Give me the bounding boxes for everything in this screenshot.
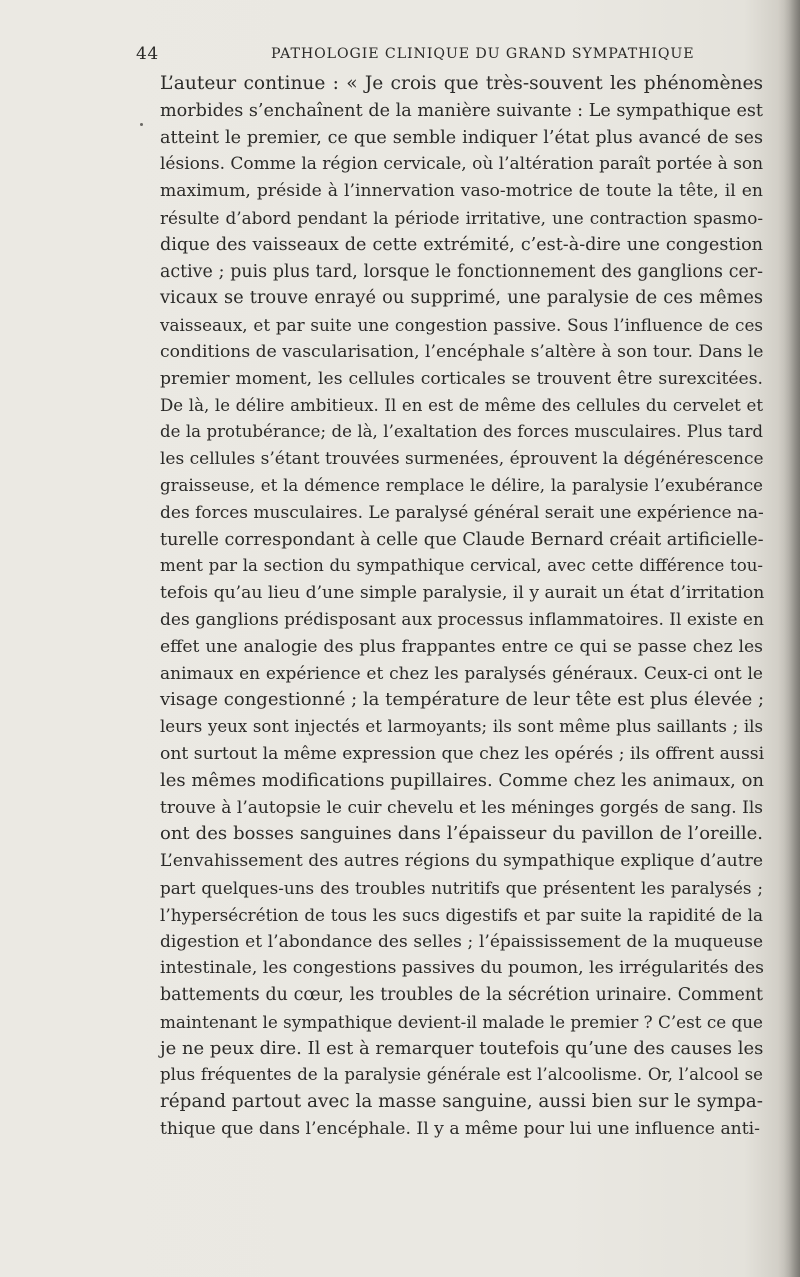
text-line: vicaux se trouve enrayé ou supprimé, une paralysie de ces mêmes [160,287,763,309]
text-line: plus fréquentes de la paralysie générale est l’alcoolisme. Or, l’alcool se [160,1065,763,1085]
text-line: leurs yeux sont injectés et larmoyants; ils sont même plus saillants ; ils [160,717,763,737]
text-line: intestinale, les congestions passives du poumon, les irrégularités des [160,958,764,979]
text-line: de la protubérance; de là, l’exaltation des forces musculaires. Plus tard [160,422,763,442]
text-line: répand partout avec la masse sanguine, aussi bien sur le sympa- [160,1091,763,1113]
text-line: des forces musculaires. Le paralysé général serait une expérience na- [160,502,764,523]
text-line: turelle correspondant à celle que Claude Bernard créait artificielle- [160,529,764,550]
text-line: graisseuse, et la démence remplace le délire, la paralysie l’exubérance [160,475,763,495]
page-number: 44 [136,44,159,64]
text-line: part quelques-uns des troubles nutritifs que présentent les paralysés ; [160,877,763,898]
text-line: maximum, préside à l’innervation vaso-motrice de toute la tête, il en [160,181,763,202]
text-line: trouve à l’autopsie le cuir chevelu et les méninges gorgés de sang. Ils [160,797,763,818]
text-line: effet une analogie des plus frappantes entre ce qui se passe chez les [160,636,763,657]
text-line: vaisseaux, et par suite une congestion passive. Sous l’influence de ces [160,315,763,336]
text-line: De là, le délire ambitieux. Il en est de même des cellules du cervelet et [160,395,763,415]
text-line: les cellules s’étant trouvées surmenées, éprouvent la dégénérescence [160,449,764,470]
text-line: je ne peux dire. Il est à remarquer toutefois qu’une des causes les [160,1037,764,1059]
text-line: maintenant le sympathique devient-il malade le premier ? C’est ce que [160,1011,763,1032]
text-line: active ; puis plus tard, lorsque le fonctionnement des ganglions cer- [160,261,763,282]
text-line: ment par la section du sympathique cervical, avec cette différence tou- [160,556,763,576]
text-line: ont des bosses sanguines dans l’épaisseur du pavillon de l’oreille. [160,823,763,845]
text-line: résulte d’abord pendant la période irritative, une contraction spasmo- [160,207,763,228]
text-line: des ganglions prédisposant aux processus inflammatoires. Il existe en [160,609,764,630]
text-line: thique que dans l’encéphale. Il y a même pour lui une influence anti- [160,1119,760,1140]
text-line: dique des vaisseaux de cette extrémité, c’est-à-dire une congestion [160,234,763,255]
body-text [160,71,763,1143]
page-edge-shadow [778,0,800,1277]
text-line: battements du cœur, les troubles de la sécrétion urinaire. Comment [160,985,763,1006]
text-line: animaux en expérience et chez les paralysés généraux. Ceux-ci ont le [160,663,763,684]
text-line: premier moment, les cellules corticales se trouvent être surexcitées. [160,368,763,389]
text-line: morbides s’enchaînent de la manière suivante : Le sympathique est [160,100,763,121]
text-line: tefois qu’au lieu d’une simple paralysie, il y aurait un état d’irritation [160,583,765,604]
page-header [136,44,695,70]
running-title: PATHOLOGIE CLINIQUE DU GRAND SYMPATHIQUE [271,46,695,62]
text-line: lésions. Comme la région cervicale, où l’altération paraît portée à son [160,154,764,175]
text-line: L’envahissement des autres régions du sympathique explique d’autre [160,851,763,872]
text-line: L’auteur continue : « Je crois que très-souvent les phénomènes [160,73,763,94]
text-line: conditions de vascularisation, l’encéphale s’altère à son tour. Dans le [160,341,764,362]
text-line: les mêmes modifications pupillaires. Comme chez les animaux, on [160,769,765,791]
ink-speck [140,123,143,126]
text-line: ont surtout la même expression que chez les opérés ; ils offrent aussi [160,743,765,764]
text-line: atteint le premier, ce que semble indiquer l’état plus avancé de ses [160,127,763,148]
text-line: digestion et l’abondance des selles ; l’épaississement de la muqueuse [160,931,763,952]
text-line: l’hypersécrétion de tous les sucs digestifs et par suite la rapidité de la [160,904,763,925]
text-line: visage congestionné ; la température de leur tête est plus élevée ; [160,689,765,711]
